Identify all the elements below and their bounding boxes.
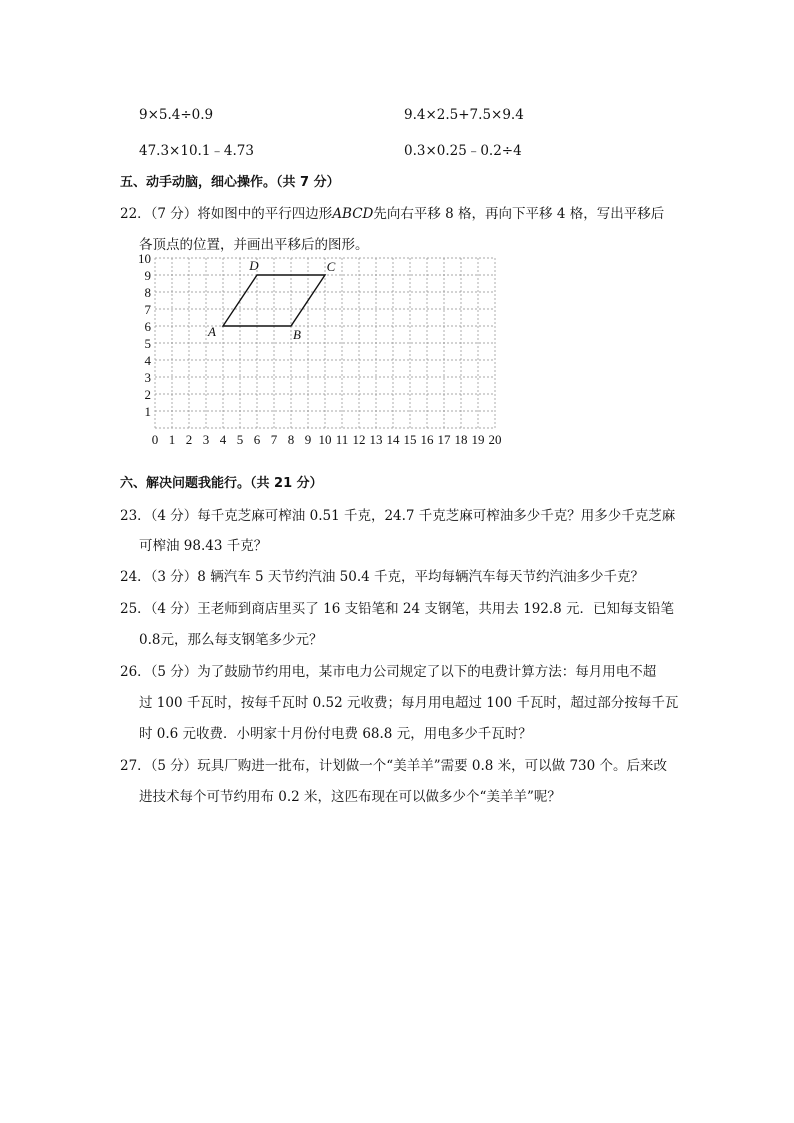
x-tick-label: 13 xyxy=(369,432,383,447)
x-tick-label: 0 xyxy=(151,432,159,447)
x-tick-label: 9 xyxy=(304,432,312,447)
x-tick-label: 20 xyxy=(488,432,502,447)
calc-expression-4: 0.3×0.25﹣0.2÷4 xyxy=(404,143,522,159)
x-tick-label: 17 xyxy=(437,432,451,447)
vertex-label-d: D xyxy=(249,258,259,273)
question-25-line-2: 0.8元，那么每支钢笔多少元？ xyxy=(139,632,323,648)
grid-figure xyxy=(128,251,518,468)
y-tick-label: 4 xyxy=(144,353,151,368)
question-22-text-a: 22．（7 分）将如图中的平行四边形 xyxy=(120,206,333,222)
x-tick-label: 12 xyxy=(352,432,366,447)
question-22-line-1 xyxy=(120,205,664,223)
x-tick-label: 8 xyxy=(287,432,295,447)
question-25-line-1: 25．（4 分）王老师到商店里买了 16 支铅笔和 24 支钢笔，共用去 192.8 元．已知每支铅笔 xyxy=(120,601,675,617)
question-27-line-1: 27．（5 分）玩具厂购进一批布，计划做一个“美羊羊”需要 0.8 米，可以做 730 个。后来改 xyxy=(120,758,668,774)
x-tick-label: 6 xyxy=(253,432,261,447)
question-26-line-1: 26．（5 分）为了鼓励节约用电，某市电力公司规定了以下的电费计算方法：每月用电不超 xyxy=(120,664,657,680)
y-tick-label: 2 xyxy=(144,387,151,402)
x-tick-label: 3 xyxy=(202,432,210,447)
x-tick-label: 5 xyxy=(236,432,244,447)
question-26-line-2: 过 100 千瓦时，按每千瓦时 0.52 元收费；每月用电超过 100 千瓦时，超过部分按每千瓦 xyxy=(139,695,679,711)
y-tick-label: 9 xyxy=(144,268,151,283)
x-tick-label: 14 xyxy=(386,432,400,447)
y-tick-label: 8 xyxy=(144,285,151,300)
question-22-text-b: 先向右平移 8 格，再向下平移 4 格，写出平移后 xyxy=(373,206,665,222)
question-22-shape-name: ABCD xyxy=(332,206,374,222)
y-tick-label: 5 xyxy=(144,336,151,351)
calc-expression-1: 9×5.4÷0.9 xyxy=(139,107,214,123)
x-tick-label: 18 xyxy=(454,432,468,447)
question-26-line-3: 时 0.6 元收费．小明家十月份付电费 68.8 元，用电多少千瓦时？ xyxy=(139,726,532,742)
x-tick-label: 1 xyxy=(168,432,176,447)
section-6-heading: 六、解决问题我能行。（共 21 分） xyxy=(120,476,323,491)
y-tick-label: 1 xyxy=(144,404,151,419)
vertex-label-c: C xyxy=(326,259,336,274)
y-tick-label: 6 xyxy=(144,319,151,334)
section-5-heading: 五、动手动脑，细心操作。（共 7 分） xyxy=(120,175,340,190)
coordinate-grid xyxy=(128,251,518,468)
question-23-line-1: 23．（4 分）每千克芝麻可榨油 0.51 千克，24.7 千克芝麻可榨油多少千克？用多少千克芝麻 xyxy=(120,508,676,524)
question-24-line-1: 24．（3 分）8 辆汽车 5 天节约汽油 50.4 千克，平均每辆汽车每天节约汽油多少千克？ xyxy=(120,569,645,585)
x-tick-label: 16 xyxy=(420,432,434,447)
x-tick-label: 10 xyxy=(318,432,332,447)
x-tick-label: 19 xyxy=(471,432,485,447)
question-27-line-2: 进技术每个可节约用布 0.2 米，这匹布现在可以做多少个“美羊羊”呢？ xyxy=(139,789,561,805)
question-22-line-2: 各顶点的位置，并画出平移后的图形。 xyxy=(139,237,369,253)
y-tick-label: 10 xyxy=(138,251,151,266)
x-tick-label: 11 xyxy=(335,432,349,447)
y-tick-label: 3 xyxy=(144,370,151,385)
vertex-label-b: B xyxy=(293,327,301,342)
question-23-line-2: 可榨油 98.43 千克？ xyxy=(139,538,268,554)
calc-expression-3: 47.3×10.1﹣4.73 xyxy=(139,143,254,159)
x-tick-label: 7 xyxy=(270,432,278,447)
x-tick-label: 2 xyxy=(185,432,193,447)
y-tick-label: 7 xyxy=(144,302,151,317)
x-tick-label: 4 xyxy=(219,432,227,447)
calc-expression-2: 9.4×2.5+7.5×9.4 xyxy=(404,107,524,123)
x-tick-label: 15 xyxy=(403,432,417,447)
vertex-label-a: A xyxy=(208,324,216,339)
